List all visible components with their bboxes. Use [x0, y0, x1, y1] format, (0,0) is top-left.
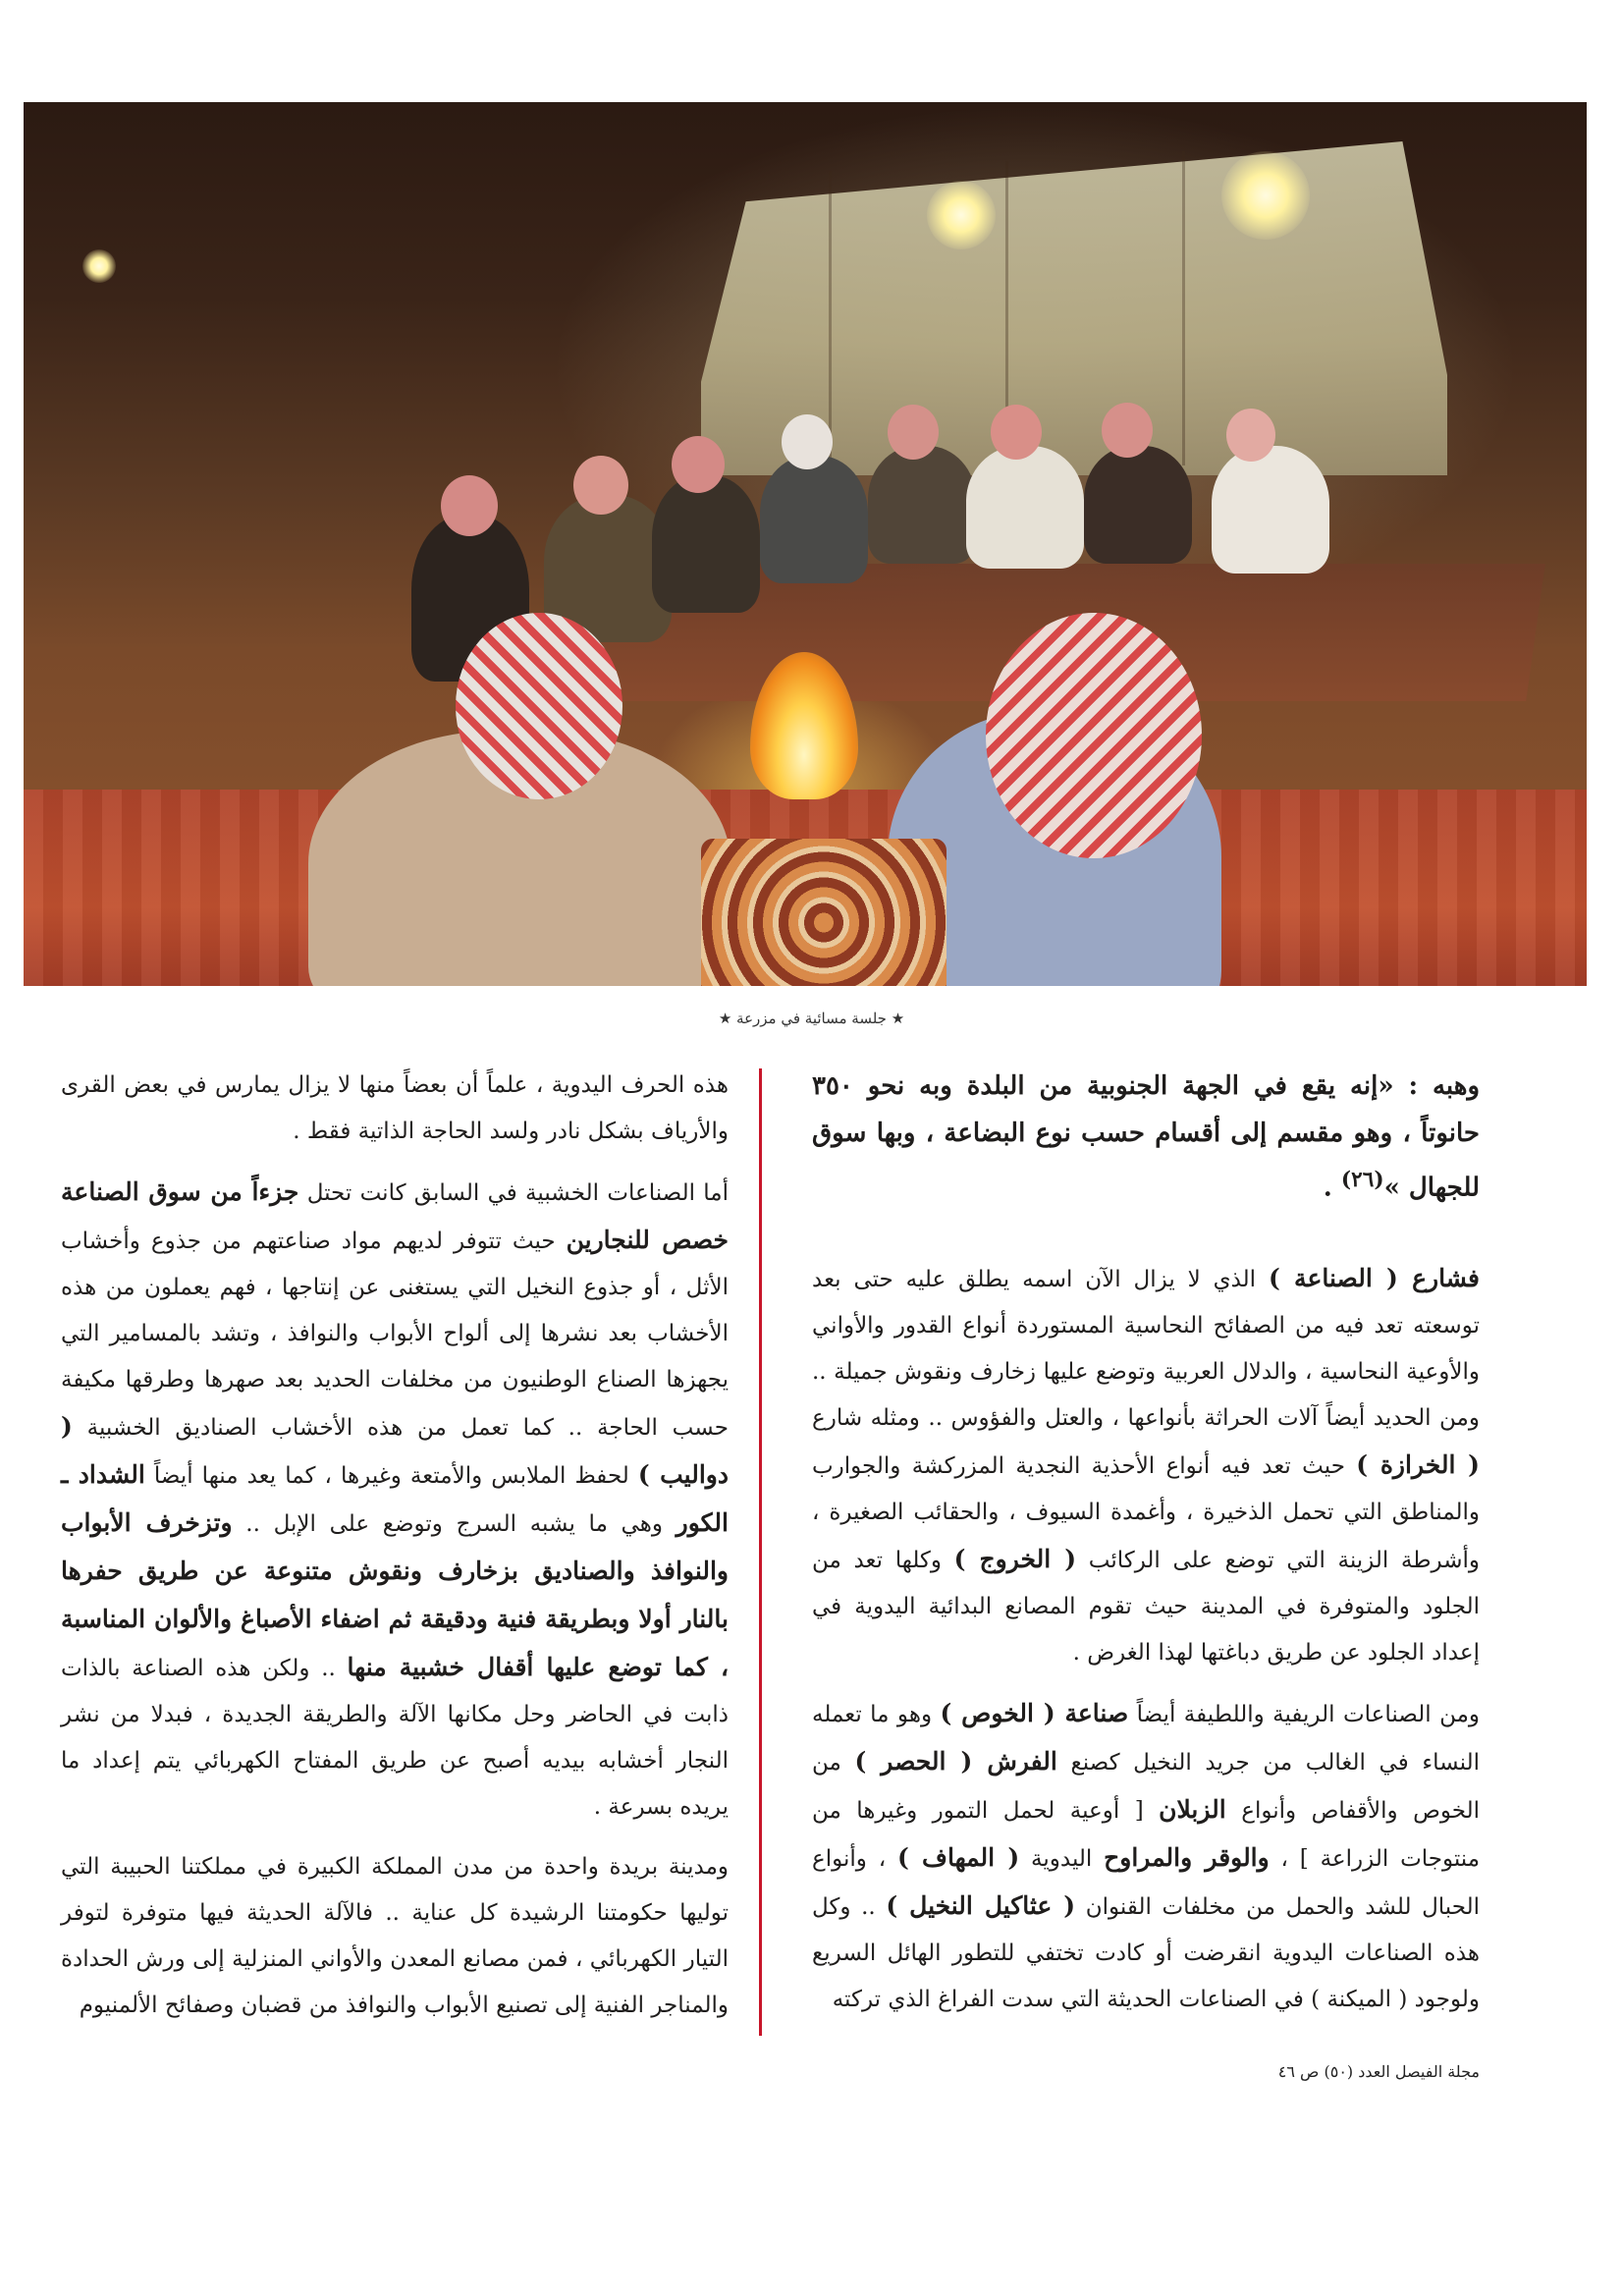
footnote-ref: (٢٦) [1340, 1168, 1384, 1192]
paragraph-sinaa-street: فشارع ( الصناعة ) الذي لا يزال الآن اسمه يطلق عليه حتى بعد توسعته تعد فيه من الصفائح النحاسية المستوردة أنواع القدور والأواني والأوعية النحاسية ، والدلال العربية وتوضع عليها زخارف ونقوش جميلة .. ومن الحديد أيضاً آلات الحراثة بأنواعها ، والعتل والفؤوس .. ومثله شارع ( الخرازة ) حيث تعد فيه أنواع الأحذية النجدية المزركشة والجوارب والمناطق التي تحمل الذخيرة ، وأغمدة السيوف ، والحقائب الصغيرة ، وأشرطة الزينة التي توضع على الركائب ( الخروج ) وكلها تعد من الجلود والمتوفرة في المدينة حيث تقوم المصانع البدائية اليدوية في إعداد الجلود عن طريق دباغتها لهذا الغرض . [812, 1263, 1481, 1666]
seated-man [868, 446, 976, 564]
paragraph-buraidah: ومدينة بريدة واحدة من مدن المملكة الكبيرة في مملكتنا الحبيبة التي توليها حكومتنا الرشيدة كل عناية .. فالآلة الحديثة فيها متوفرة لتوفر التيار الكهربائي ، فمن مصانع المعدن والأواني المنزلية إلى ورش الحدادة والمناجر الفنية إلى تصنيع الأبواب والنوافذ من قضبان وصفائح الألمنيوم [61, 1854, 729, 2018]
red-shemagh [986, 613, 1202, 858]
lead-quote: وهبه : «إنه يقع في الجهة الجنوبية من البلدة وبه نحو ٣٥٠ حانوتاً ، وهو مقسم إلى أقسام حسب نوع البضاعة ، وبها سوق للجهال »$^{(٢٦)}$ . [812, 1071, 1480, 1203]
photo-caption: ★ جلسة مسائية في مزرعة ★ [718, 1010, 905, 1027]
headdress [782, 414, 833, 469]
lantern-light [1221, 151, 1310, 240]
lantern-light [927, 181, 996, 249]
headdress [991, 405, 1042, 460]
evening-gathering-photo [24, 102, 1587, 986]
red-shemagh [456, 613, 622, 799]
tent-seam [829, 171, 832, 465]
headdress [441, 475, 498, 536]
paragraph-rural-crafts: ومن الصناعات الريفية واللطيفة أيضاً صناعة ( الخوص ) وهو ما تعمله النساء في الغالب من جريد النخيل كصنع الفرش ( الحصر ) من الخوص والأقفاص وأنواع الزبلان [ أوعية لحمل التمور وغيرها من منتوجات الزراعة ] ، والوقر والمراوح اليدوية ( المهاف ) ، وأنواع الحبال للشد والحمل من مخلفات القنوان ( عثاكيل النخيل ) .. وكل هذه الصناعات اليدوية انقرضت أو كادت تختفي للتطور الهائل السريع ولوجود ( الميكنة ) في الصناعات الحديثة التي سدت الفراغ الذي تركته [812, 1698, 1481, 2012]
page-footer: مجلة الفيصل العدد (٥٠) ص ٤٦ [1277, 2062, 1480, 2081]
headdress [888, 405, 939, 460]
seated-man [1212, 446, 1329, 574]
seated-man [1084, 446, 1192, 564]
headdress [573, 456, 628, 515]
seated-man [652, 475, 760, 613]
tent-seam [1182, 151, 1185, 465]
headdress [672, 436, 725, 493]
column-divider [759, 1068, 762, 2036]
headdress [1102, 403, 1153, 458]
headdress [1226, 409, 1275, 462]
left-column [61, 1063, 729, 2043]
paragraph-crafts-continued: هذه الحرف اليدوية ، علماً أن بعضاً منها لا يزال يمارس في بعض القرى والأرياف بشكل نادر ولسد الحاجة الذاتية فقط . [61, 1072, 729, 1144]
right-column [812, 1063, 1480, 2037]
patterned-cushion [701, 839, 947, 986]
seated-man [760, 456, 868, 583]
seated-man [966, 446, 1084, 569]
distant-light [82, 249, 116, 283]
paragraph-woodwork: أما الصناعات الخشبية في السابق كانت تحتل جزءاً من سوق الصناعة خصص للنجارين حيث تتوفر لديهم مواد صناعتهم من جذوع وأخشاب الأثل ، أو جذوع النخيل التي يستغنى عن إنتاجها ، فهم يعملون من هذه الأخشاب بعد نشرها إلى ألواح الأبواب والنوافذ ، وتشد بالمسامير التي يجهزها الصناع الوطنيون من مخلفات الحديد بعد صهرها وطرقها مكيفة حسب الحاجة .. كما تعمل من هذه الأخشاب الصناديق الخشبية ( دواليب ) لحفظ الملابس والأمتعة وغيرها ، كما يعد منها أيضاً الشداد ـ الكور وهي ما يشبه السرج وتوضع على الإبل .. وتزخرف الأبواب والنوافذ والصناديق بزخارف ونقوش متنوعة عن طريق حفرها بالنار أولا وبطريقة فنية ودقيقة ثم اضفاء الأصباغ والألوان المناسبة ، كما توضع عليها أقفال خشبية منها .. ولكن هذه الصناعة بالذات ذابت في الحاضر وحل مكانها الآلة والطريقة الجديدة ، فبدلا من نشر النجار أخشابه بيديه أصبح عن طريق المفتاح الكهربائي يتم إعداد ما يريده بسرعة . [61, 1177, 730, 1820]
